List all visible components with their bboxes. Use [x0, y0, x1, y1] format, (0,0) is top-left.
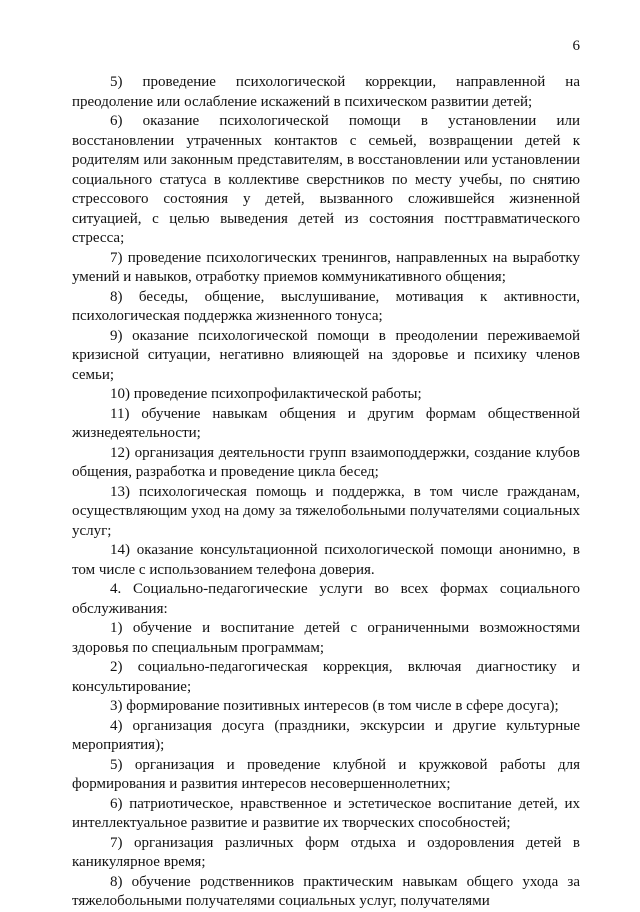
paragraph: 3) формирование позитивных интересов (в том числе в сфере досуга);: [110, 698, 559, 714]
paragraph: 9) оказание психологической помощи в преодолении переживаемой кризисной ситуации, негативно влияющей на здоровье и психику членов семьи;: [72, 327, 580, 383]
paragraph: 10) проведение психопрофилактической работы;: [110, 386, 422, 402]
paragraph: 4) организация досуга (праздники, экскурсии и другие культурные мероприятия);: [72, 717, 580, 753]
paragraph: 5) проведение психологической коррекции, направленной на преодоление или ослабление искажений в психическом развитии детей;: [72, 74, 580, 110]
paragraph: 7) проведение психологических тренингов, направленных на выработку умений и навыков, отработку приемов коммуникативного общения;: [72, 249, 580, 285]
paragraph: 12) организация деятельности групп взаимоподдержки, создание клубов общения, разработка и проведение цикла бесед;: [72, 444, 580, 480]
section-heading: 4. Социально-педагогические услуги во всех формах социального обслуживания:: [72, 581, 580, 617]
paragraph: 11) обучение навыкам общения и другим формам общественной жизнедеятельности;: [72, 405, 580, 441]
paragraph: 7) организация различных форм отдыха и оздоровления детей в каникулярное время;: [72, 834, 580, 870]
paragraph: 2) социально-педагогическая коррекция, включая диагностику и консультирование;: [72, 659, 580, 695]
paragraph: 5) организация и проведение клубной и кружковой работы для формирования и развития интересов несовершеннолетних;: [72, 756, 580, 792]
paragraph: 1) обучение и воспитание детей с ограниченными возможностями здоровья по специальным программам;: [72, 620, 580, 656]
page-number: 6: [572, 38, 580, 54]
paragraph: 8) обучение родственников практическим навыкам общего ухода за тяжелобольными получателями социальных услуг, получателями: [72, 873, 580, 909]
document-body: [72, 73, 580, 912]
paragraph: 6) оказание психологической помощи в установлении или восстановлении утраченных контактов с семьей, возвращении детей к родителям или законным представителям, в восстановлении или установлении социального статуса в коллективе сверстников по месту учебы, по снятию стрессового состояния у детей, вызванного сложившейся жизненной ситуацией, с целью выведения детей из состояния посттравматического стресса;: [72, 113, 580, 246]
paragraph: 14) оказание консультационной психологической помощи анонимно, в том числе с использованием телефона доверия.: [72, 542, 580, 578]
paragraph: 13) психологическая помощь и поддержка, в том числе гражданам, осуществляющим уход на дому за тяжелобольными получателями социальных услуг;: [72, 483, 580, 539]
paragraph: 6) патриотическое, нравственное и эстетическое воспитание детей, их интеллектуальное развитие и развитие их творческих способностей;: [72, 795, 580, 831]
paragraph: 8) беседы, общение, выслушивание, мотивация к активности, психологическая поддержка жизненного тонуса;: [72, 288, 580, 324]
